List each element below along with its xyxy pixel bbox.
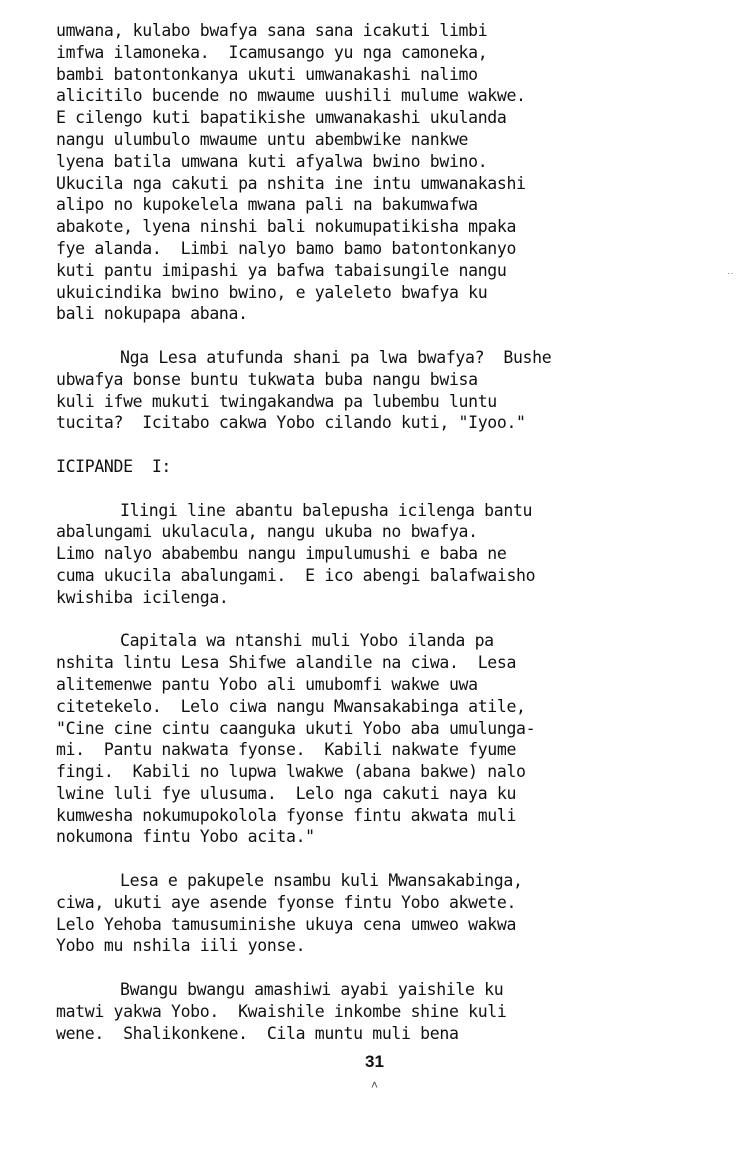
text-line: wene. Shalikonkene. Cila muntu muli bena [56, 1023, 459, 1043]
text-line: ciwa, ukuti aye asende fyonse fintu Yobo akwete. [56, 892, 517, 912]
text-line: Lelo Yehoba tamusuminishe ukuya cena umweo wakwa [56, 914, 517, 934]
paragraph-spacer [56, 434, 736, 456]
page-body [56, 20, 736, 1044]
text-line: Ukucila nga cakuti pa nshita ine intu umwanakashi [56, 173, 526, 193]
text-line: imfwa ilamoneka. Icamusango yu nga camoneka, [56, 42, 488, 62]
text-line: Nga Lesa atufunda shani pa lwa bwafya? Bushe [120, 347, 552, 367]
text-line: Bwangu bwangu amashiwi ayabi yaishile ku [120, 980, 504, 1000]
text-line: nshita lintu Lesa Shifwe alandile na ciwa. Lesa [56, 653, 517, 673]
ink-speck: ˄ [371, 1078, 379, 1092]
paragraph-2 [56, 347, 736, 369]
text-line: Ilingi line abantu balepusha icilenga bantu [120, 500, 533, 520]
text-line: fye alanda. Limbi nalyo bamo bamo batontonkanyo [56, 238, 517, 258]
paragraph-6 [56, 979, 736, 1001]
paragraph-3 [56, 500, 736, 522]
text-line: bambi batontonkanya ukuti umwanakashi nalimo [56, 64, 478, 84]
text-line: nangu ulumbulo mwaume untu abembwike nankwe [56, 129, 469, 149]
paragraph-3-continued [56, 521, 736, 608]
text-line: alitemenwe pantu Yobo ali umubomfi wakwe uwa [56, 674, 478, 694]
text-line: E cilengo kuti bapatikishe umwanakashi ukulanda [56, 108, 507, 128]
text-line: kuti pantu imipashi ya bafwa tabaisungile nangu [56, 260, 507, 280]
text-line: nokumona fintu Yobo acita." [56, 827, 315, 847]
paragraph-spacer [56, 478, 736, 500]
text-line: ukuicindika bwino bwino, e yaleleto bwafya ku [56, 282, 488, 302]
paragraph-4-continued [56, 652, 736, 848]
text-line: bali nokupapa abana. [56, 304, 248, 324]
text-line: Capitala wa ntanshi muli Yobo ilanda pa [120, 631, 494, 651]
text-line: Lesa e pakupele nsambu kuli Mwansakabinga, [120, 871, 523, 891]
paragraph-2-continued [56, 369, 736, 434]
text-line: kuli ifwe mukuti twingakandwa pa lubembu luntu [56, 391, 497, 411]
paragraph-spacer [56, 848, 736, 870]
paragraph-6-continued [56, 1001, 736, 1045]
paragraph-spacer [56, 609, 736, 631]
text-line: umwana, kulabo bwafya sana sana icakuti limbi [56, 21, 488, 40]
text-line: citetekelo. Lelo ciwa nangu Mwansakabinga atile, [56, 696, 526, 716]
page-number: 31 [365, 1052, 384, 1071]
paragraph-spacer [56, 325, 736, 347]
text-line: ubwafya bonse buntu tukwata buba nangu bwisa [56, 369, 478, 389]
section-heading [56, 456, 736, 478]
section-title: ICIPANDE I: [56, 456, 172, 476]
text-line: matwi yakwa Yobo. Kwaishile inkombe shine kuli [56, 1001, 507, 1021]
text-line: cuma ukucila abalungami. E ico abengi balafwaisho [56, 565, 536, 585]
text-line: abalungami ukulacula, nangu ukuba no bwafya. [56, 522, 478, 542]
paragraph-5-continued [56, 892, 736, 957]
paragraph-1 [56, 20, 736, 325]
paragraph-4 [56, 630, 736, 652]
text-line: alipo no kupokelela mwana pali na bakumwafwa [56, 195, 478, 215]
text-line: kumwesha nokumupokolola fyonse fintu akwata muli [56, 805, 517, 825]
text-line: Limo nalyo ababembu nangu impulumushi e baba ne [56, 544, 507, 564]
text-line: lwine luli fye ulusuma. Lelo nga cakuti naya ku [56, 783, 517, 803]
text-line: tucita? Icitabo cakwa Yobo cilando kuti, "Iyoo." [56, 413, 526, 433]
text-line: Yobo mu nshila iili yonse. [56, 936, 306, 956]
text-line: abakote, lyena ninshi bali nokumupatikisha mpaka [56, 217, 517, 237]
text-line: fingi. Kabili no lupwa lwakwe (abana bakwe) nalo [56, 762, 526, 782]
paragraph-5 [56, 870, 736, 892]
text-line: kwishiba icilenga. [56, 587, 229, 607]
text-line: "Cine cine cintu caanguka ukuti Yobo aba umulunga- [56, 718, 536, 738]
margin-mark: ‥ [727, 266, 734, 277]
text-line: mi. Pantu nakwata fyonse. Kabili nakwate fyume [56, 740, 517, 760]
text-line: lyena batila umwana kuti afyalwa bwino bwino. [56, 151, 488, 171]
paragraph-spacer [56, 957, 736, 979]
text-line: alicitilo bucende no mwaume uushili mulume wakwe. [56, 86, 526, 106]
